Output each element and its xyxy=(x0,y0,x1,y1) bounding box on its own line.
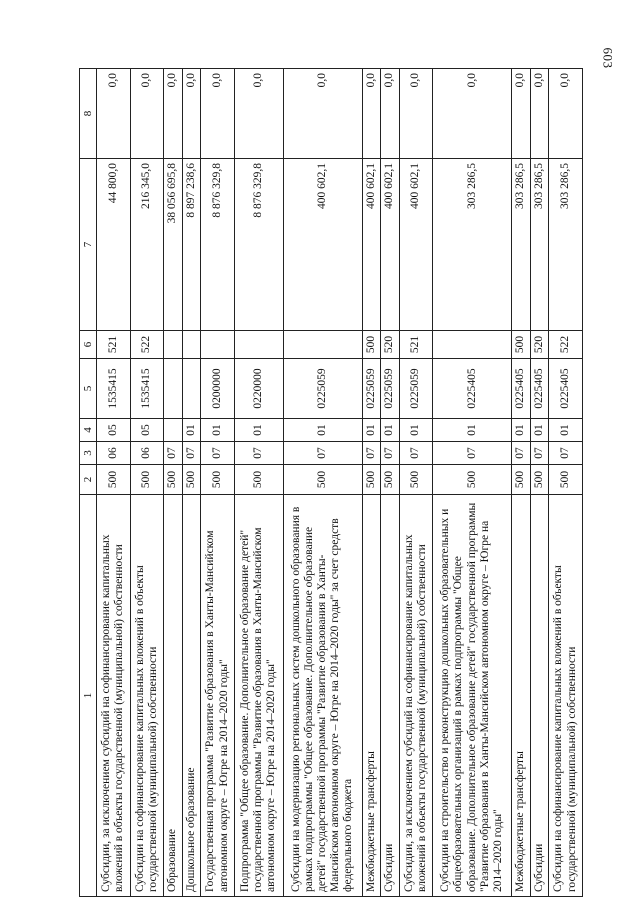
cell-sum: 303 286,5 xyxy=(512,159,531,331)
page-number: 603 xyxy=(600,47,616,69)
table-row xyxy=(234,69,283,897)
cell-target-article: 0225405 xyxy=(512,359,531,419)
cell-admin-code: 500 xyxy=(362,465,381,495)
cell-subsection: 01 xyxy=(234,419,283,442)
cell-name: Субсидии на софинансирование капитальных вложений в объекты государственной (муниципальной) собственности xyxy=(549,495,583,897)
cell-expense-type: 521 xyxy=(97,331,131,359)
table-row xyxy=(164,69,183,897)
cell-extra: 0,0 xyxy=(362,69,381,159)
cell-name: Субсидии на строительство и реконструкцию дошкольных образовательных и общеобразовательных организаций в рамках подпрограммы "Общее образование. Дополнительное образование детей" государственной программы "Развитие образования в Ханты-Мансийском автономном округе – Югре на 2014–2020 годы" xyxy=(433,495,512,897)
cell-expense-type: 520 xyxy=(381,331,400,359)
cell-extra: 0,0 xyxy=(433,69,512,159)
cell-admin-code: 500 xyxy=(201,465,235,495)
cell-admin-code: 500 xyxy=(97,465,131,495)
rotated-table-container xyxy=(79,69,583,897)
cell-section: 07 xyxy=(549,442,583,465)
col-admin-header: 2 xyxy=(80,465,97,495)
cell-target-article: 1535415 xyxy=(97,359,131,419)
cell-expense-type xyxy=(283,331,362,359)
cell-sum: 303 286,5 xyxy=(530,159,549,331)
cell-subsection: 05 xyxy=(130,419,164,442)
cell-extra: 0,0 xyxy=(399,69,433,159)
cell-section: 06 xyxy=(130,442,164,465)
cell-subsection: 05 xyxy=(97,419,131,442)
cell-subsection: 01 xyxy=(362,419,381,442)
col-name-header: 1 xyxy=(80,495,97,897)
cell-admin-code: 500 xyxy=(549,465,583,495)
cell-admin-code: 500 xyxy=(182,465,201,495)
table-row xyxy=(381,69,400,897)
cell-extra: 0,0 xyxy=(182,69,201,159)
table-row xyxy=(362,69,381,897)
cell-sum: 400 602,1 xyxy=(283,159,362,331)
table-header-row xyxy=(80,69,97,897)
budget-table xyxy=(79,68,583,897)
cell-expense-type: 521 xyxy=(399,331,433,359)
cell-section: 07 xyxy=(530,442,549,465)
cell-target-article: 0225059 xyxy=(283,359,362,419)
cell-section: 06 xyxy=(97,442,131,465)
cell-sum: 400 602,1 xyxy=(381,159,400,331)
cell-expense-type xyxy=(201,331,235,359)
cell-target-article xyxy=(182,359,201,419)
cell-admin-code: 500 xyxy=(381,465,400,495)
cell-target-article: 1535415 xyxy=(130,359,164,419)
cell-target-article: 0220000 xyxy=(234,359,283,419)
cell-extra: 0,0 xyxy=(201,69,235,159)
table-body xyxy=(97,69,583,897)
cell-expense-type: 522 xyxy=(549,331,583,359)
cell-name: Субсидии xyxy=(381,495,400,897)
cell-name: Межбюджетные трансферты xyxy=(512,495,531,897)
cell-admin-code: 500 xyxy=(433,465,512,495)
cell-admin-code: 500 xyxy=(164,465,183,495)
cell-section: 07 xyxy=(381,442,400,465)
cell-expense-type xyxy=(433,331,512,359)
cell-name: Государственная программа "Развитие образования в Ханты-Мансийском автономном округе – Югре на 2014–2020 годы" xyxy=(201,495,235,897)
cell-section: 07 xyxy=(283,442,362,465)
cell-admin-code: 500 xyxy=(399,465,433,495)
cell-subsection xyxy=(164,419,183,442)
cell-sum: 303 286,5 xyxy=(433,159,512,331)
cell-sum: 8 876 329,8 xyxy=(234,159,283,331)
col-extra-header: 8 xyxy=(80,69,97,159)
cell-name: Субсидии на модернизацию региональных систем дошкольного образования в рамках подпрограммы "Общее образование. Дополнительное образование детей" государственной программы "Развитие образования в Ханты-Мансийском автономном округе – Югре на 2014–2020 годы" за счет средств федерального бюджета xyxy=(283,495,362,897)
cell-name: Образование xyxy=(164,495,183,897)
cell-target-article: 0225405 xyxy=(433,359,512,419)
cell-expense-type: 522 xyxy=(130,331,164,359)
cell-subsection: 01 xyxy=(433,419,512,442)
cell-expense-type: 500 xyxy=(362,331,381,359)
cell-expense-type xyxy=(164,331,183,359)
cell-target-article xyxy=(164,359,183,419)
cell-section: 07 xyxy=(234,442,283,465)
cell-name: Дошкольное образование xyxy=(182,495,201,897)
table-row xyxy=(549,69,583,897)
cell-sum: 400 602,1 xyxy=(362,159,381,331)
cell-expense-type xyxy=(234,331,283,359)
cell-subsection: 01 xyxy=(399,419,433,442)
cell-extra: 0,0 xyxy=(381,69,400,159)
cell-name: Субсидии на софинансирование капитальных вложений в объекты государственной (муниципальной) собственности xyxy=(130,495,164,897)
cell-name: Подпрограмма "Общее образование. Дополнительное образование детей" государственной программы "Развитие образования в Ханты-Мансийском автономном округе – Югре на 2014–2020 годы" xyxy=(234,495,283,897)
table-row xyxy=(130,69,164,897)
cell-sum: 216 345,0 xyxy=(130,159,164,331)
cell-name: Субсидии, за исключением субсидий на софинансирование капитальных вложений в объекты государственной (муниципальной) собственности xyxy=(399,495,433,897)
cell-target-article: 0200000 xyxy=(201,359,235,419)
table-row xyxy=(97,69,131,897)
cell-extra: 0,0 xyxy=(549,69,583,159)
cell-extra: 0,0 xyxy=(283,69,362,159)
cell-expense-type: 500 xyxy=(512,331,531,359)
cell-sum: 400 602,1 xyxy=(399,159,433,331)
col-subsection-header: 4 xyxy=(80,419,97,442)
cell-subsection: 01 xyxy=(381,419,400,442)
cell-target-article: 0225059 xyxy=(399,359,433,419)
cell-target-article: 0225059 xyxy=(381,359,400,419)
cell-admin-code: 500 xyxy=(512,465,531,495)
table-row xyxy=(530,69,549,897)
cell-name: Субсидии, за исключением субсидий на софинансирование капитальных вложений в объекты государственной (муниципальной) собственности xyxy=(97,495,131,897)
cell-sum: 44 800,0 xyxy=(97,159,131,331)
cell-admin-code: 500 xyxy=(234,465,283,495)
cell-extra: 0,0 xyxy=(164,69,183,159)
table-row xyxy=(283,69,362,897)
col-section-header: 3 xyxy=(80,442,97,465)
cell-section: 07 xyxy=(164,442,183,465)
cell-extra: 0,0 xyxy=(512,69,531,159)
cell-section: 07 xyxy=(433,442,512,465)
cell-section: 07 xyxy=(362,442,381,465)
cell-name: Субсидии xyxy=(530,495,549,897)
cell-subsection: 01 xyxy=(283,419,362,442)
cell-subsection: 01 xyxy=(512,419,531,442)
cell-extra: 0,0 xyxy=(530,69,549,159)
cell-target-article: 0225059 xyxy=(362,359,381,419)
cell-section: 07 xyxy=(201,442,235,465)
cell-extra: 0,0 xyxy=(130,69,164,159)
col-sum-header: 7 xyxy=(80,159,97,331)
table-row xyxy=(201,69,235,897)
cell-extra: 0,0 xyxy=(97,69,131,159)
cell-sum: 38 056 695,8 xyxy=(164,159,183,331)
table-row xyxy=(512,69,531,897)
cell-expense-type xyxy=(182,331,201,359)
cell-sum: 8 897 238,6 xyxy=(182,159,201,331)
table-row xyxy=(399,69,433,897)
cell-subsection: 01 xyxy=(182,419,201,442)
cell-expense-type: 520 xyxy=(530,331,549,359)
col-type-header: 6 xyxy=(80,331,97,359)
cell-admin-code: 500 xyxy=(283,465,362,495)
col-target-header: 5 xyxy=(80,359,97,419)
cell-section: 07 xyxy=(399,442,433,465)
cell-name: Межбюджетные трансферты xyxy=(362,495,381,897)
cell-subsection: 01 xyxy=(549,419,583,442)
cell-section: 07 xyxy=(512,442,531,465)
cell-target-article: 0225405 xyxy=(549,359,583,419)
cell-sum: 8 876 329,8 xyxy=(201,159,235,331)
cell-target-article: 0225405 xyxy=(530,359,549,419)
cell-subsection: 01 xyxy=(201,419,235,442)
cell-subsection: 01 xyxy=(530,419,549,442)
cell-sum: 303 286,5 xyxy=(549,159,583,331)
cell-extra: 0,0 xyxy=(234,69,283,159)
cell-admin-code: 500 xyxy=(130,465,164,495)
cell-admin-code: 500 xyxy=(530,465,549,495)
table-row xyxy=(433,69,512,897)
cell-section: 07 xyxy=(182,442,201,465)
table-row xyxy=(182,69,201,897)
